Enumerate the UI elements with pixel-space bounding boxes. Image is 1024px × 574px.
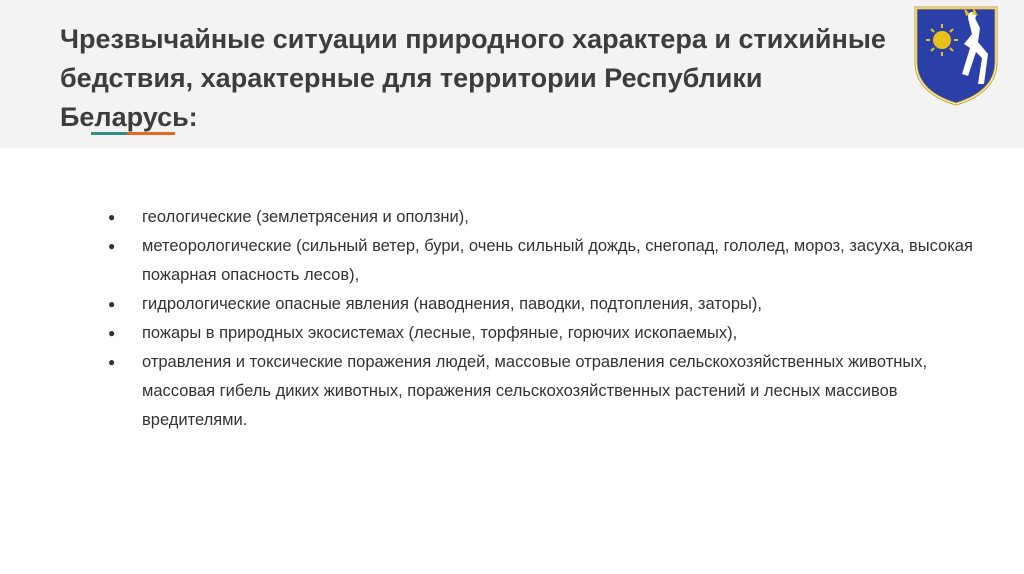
bullet-icon: ● [108, 239, 116, 253]
list-item-text: метеорологические (сильный ветер, бури, очень сильный дождь, снегопад, гололед, мороз, засуха, высокая пожарная опасность лесов), [142, 237, 973, 284]
list-item-text: пожары в природных экосистемах (лесные, торфяные, горючих ископаемых), [142, 324, 738, 342]
hazard-list [108, 203, 998, 435]
title-accent-orange [127, 132, 175, 135]
bullet-icon: ● [108, 355, 116, 369]
list-item [108, 290, 998, 319]
list-item [108, 348, 998, 435]
list-item [108, 203, 998, 232]
list-item [108, 232, 998, 290]
coat-of-arms-emblem [912, 4, 1000, 106]
list-item-text: отравления и токсические поражения людей, массовые отравления сельскохозяйственных животных, массовая гибель диких животных, поражения сельскохозяйственных растений и лесных массивов вредителями. [142, 353, 928, 429]
bullet-icon: ● [108, 297, 116, 311]
slide-title: Чрезвычайные ситуации природного характера и стихийные бедствия, характерные для территории Республики Беларусь: [60, 24, 886, 132]
list-item [108, 319, 998, 348]
slide-header [0, 0, 1024, 148]
list-item-text: гидрологические опасные явления (наводнения, паводки, подтопления, заторы), [142, 295, 762, 313]
list-item-text: геологические (землетрясения и оползни), [142, 208, 469, 226]
bullet-icon: ● [108, 210, 116, 224]
title-accent-teal [91, 132, 127, 135]
bullet-icon: ● [108, 326, 116, 340]
